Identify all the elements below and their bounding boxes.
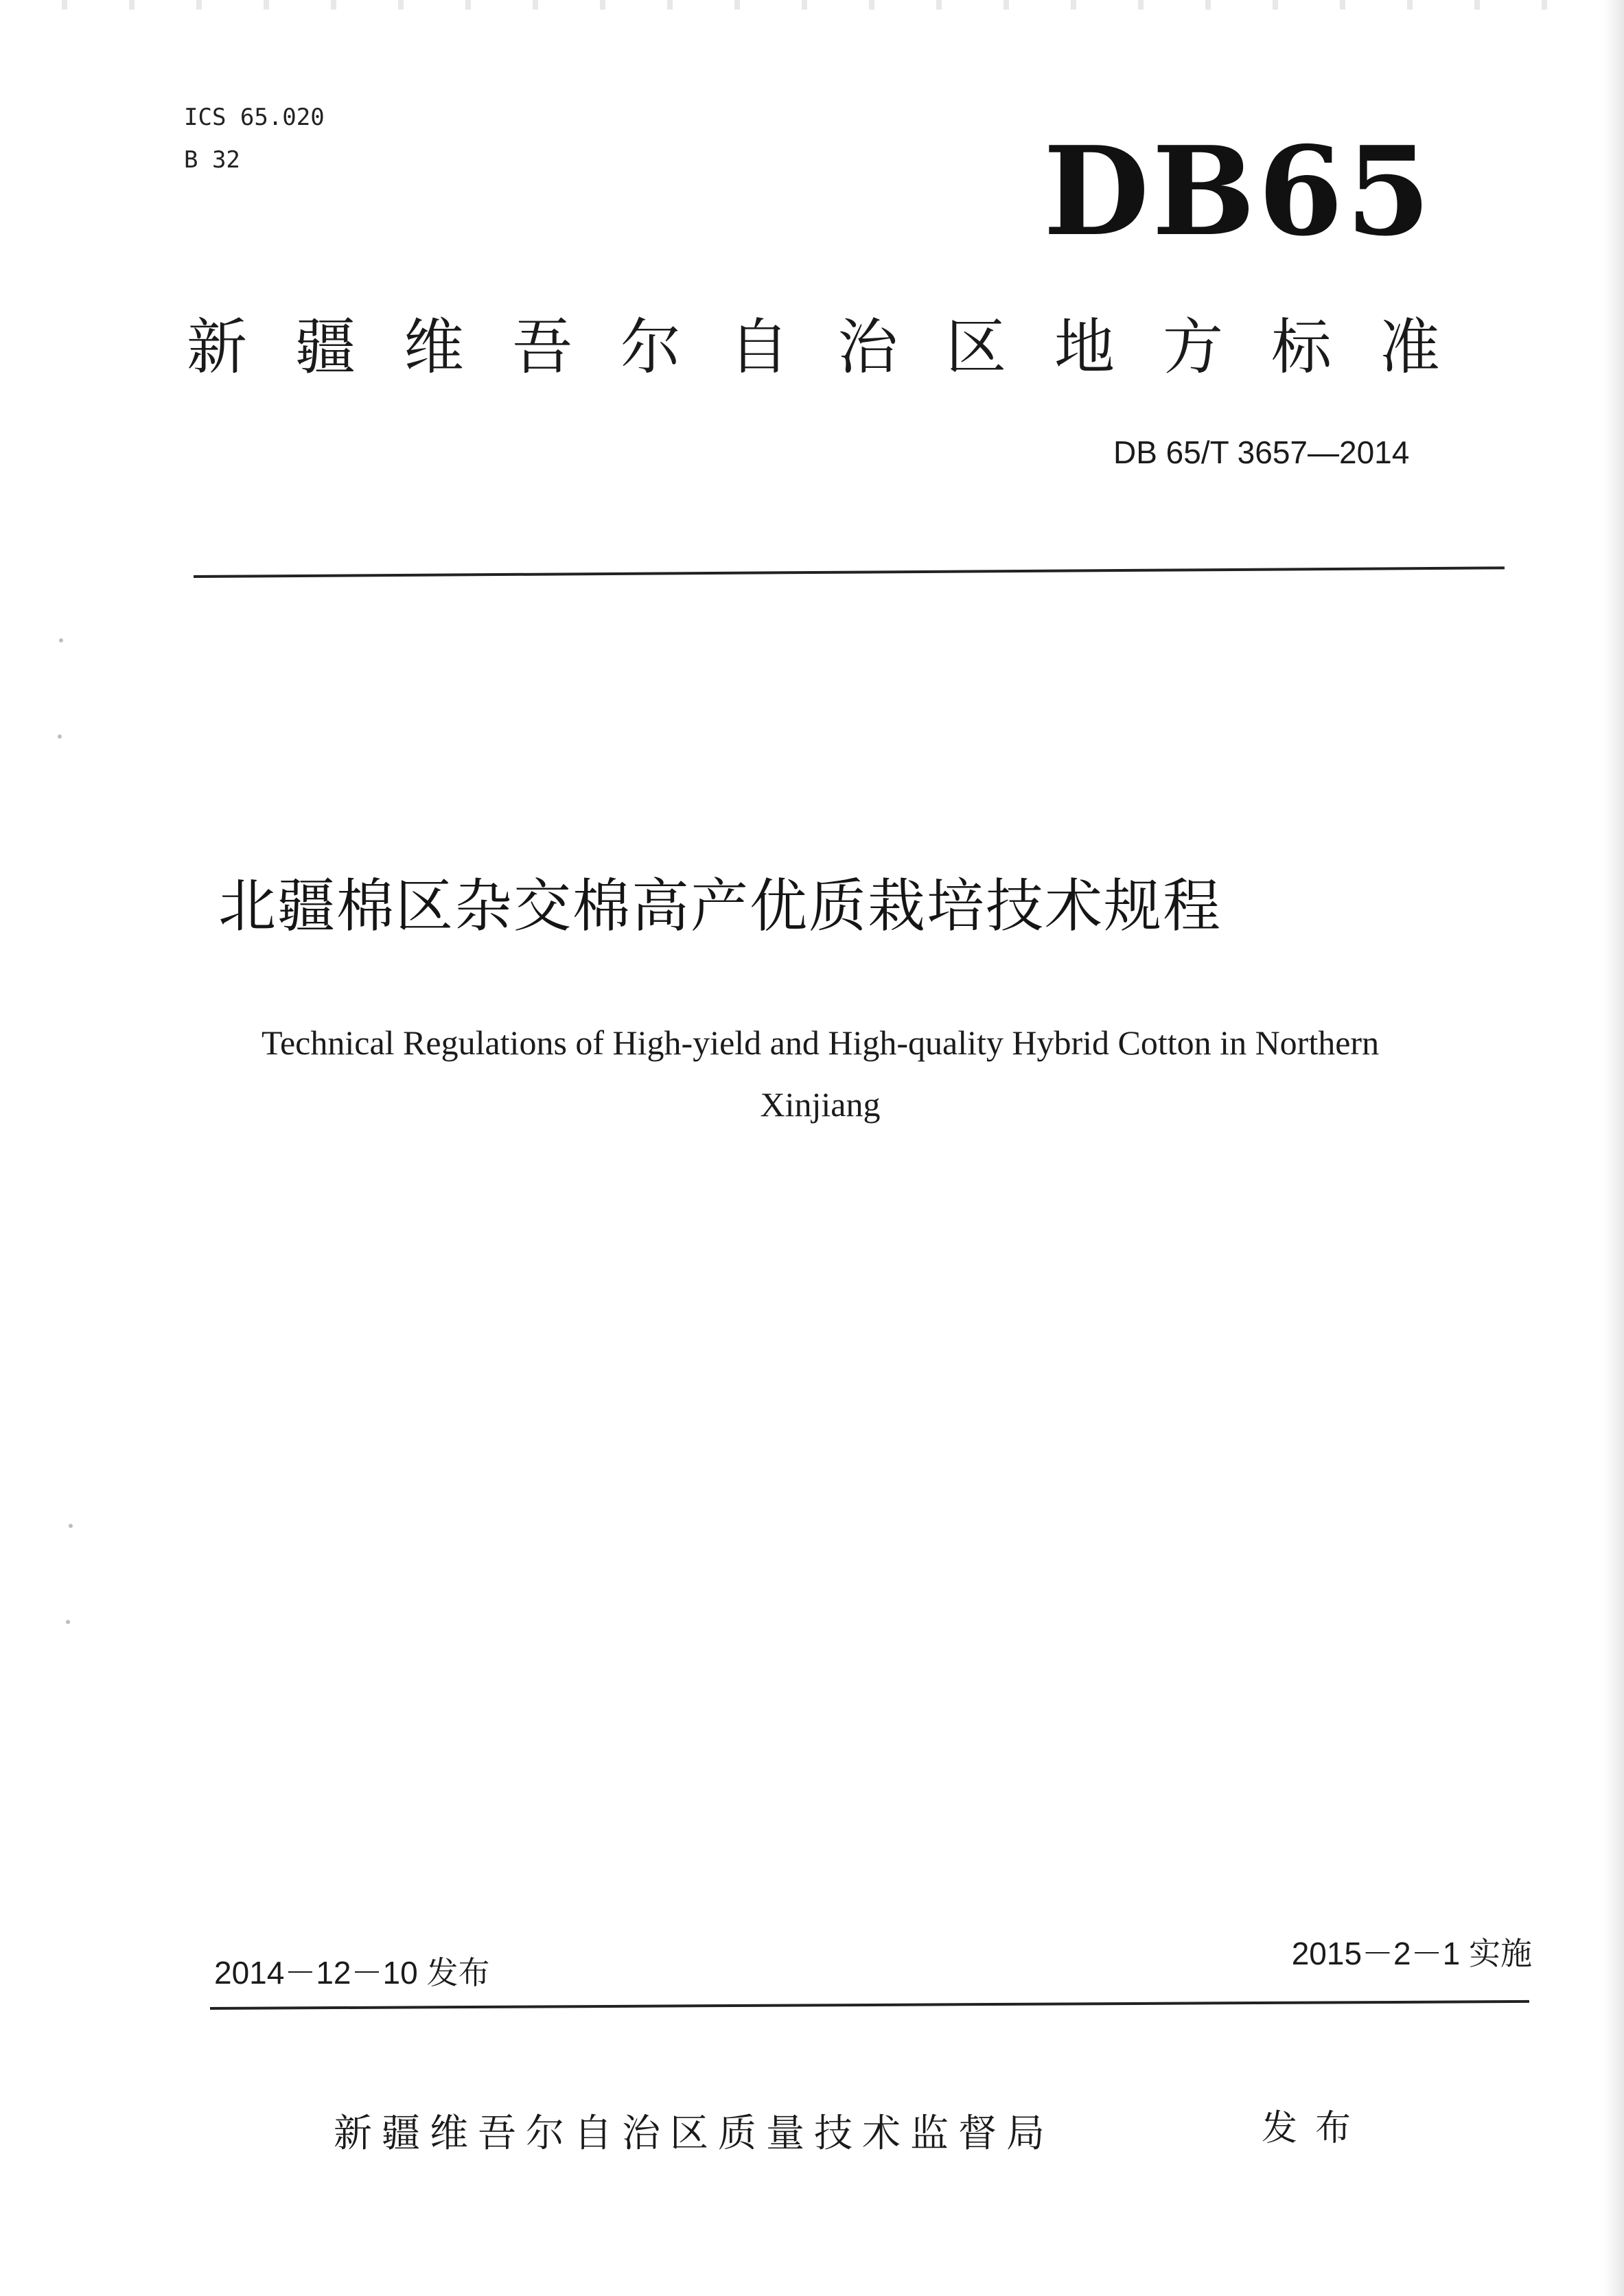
scan-speck <box>66 1620 70 1624</box>
scan-speck <box>59 638 63 642</box>
scan-right-edge <box>1603 0 1624 2296</box>
title-english <box>192 1012 1448 1135</box>
title-chinese: 北疆棉区杂交棉高产优质栽培技术规程 <box>218 872 1222 940</box>
scan-speck <box>69 1524 73 1528</box>
scan-speck <box>58 734 62 739</box>
ics-code: ICS 65.020 <box>184 104 325 131</box>
issue-date: 2014－12－10 发布 <box>214 1955 490 1991</box>
standard-number: DB 65/T 3657—2014 <box>1113 434 1410 470</box>
scan-top-artifact <box>0 0 1624 10</box>
dates-row <box>214 1936 1532 1997</box>
issuing-authority: 新疆维吾尔自治区质量技术监督局 <box>334 2111 1054 2156</box>
standard-category: 新疆维吾尔自治区地方标准 <box>187 312 1489 382</box>
issue-label: 发布 <box>1262 2108 1369 2149</box>
title-english-line-2: Xinjiang <box>760 1085 881 1124</box>
title-english-line-1: Technical Regulations of High-yield and High-quality Hybrid Cotton in Northern <box>261 1023 1380 1062</box>
bottom-divider <box>210 2000 1529 2010</box>
category-code: B 32 <box>184 146 240 174</box>
implementation-date: 2015－2－1 实施 <box>1291 1936 1532 1971</box>
classification-codes <box>184 96 325 181</box>
db-logo: DB65 <box>1043 119 1434 263</box>
top-divider <box>194 566 1505 578</box>
